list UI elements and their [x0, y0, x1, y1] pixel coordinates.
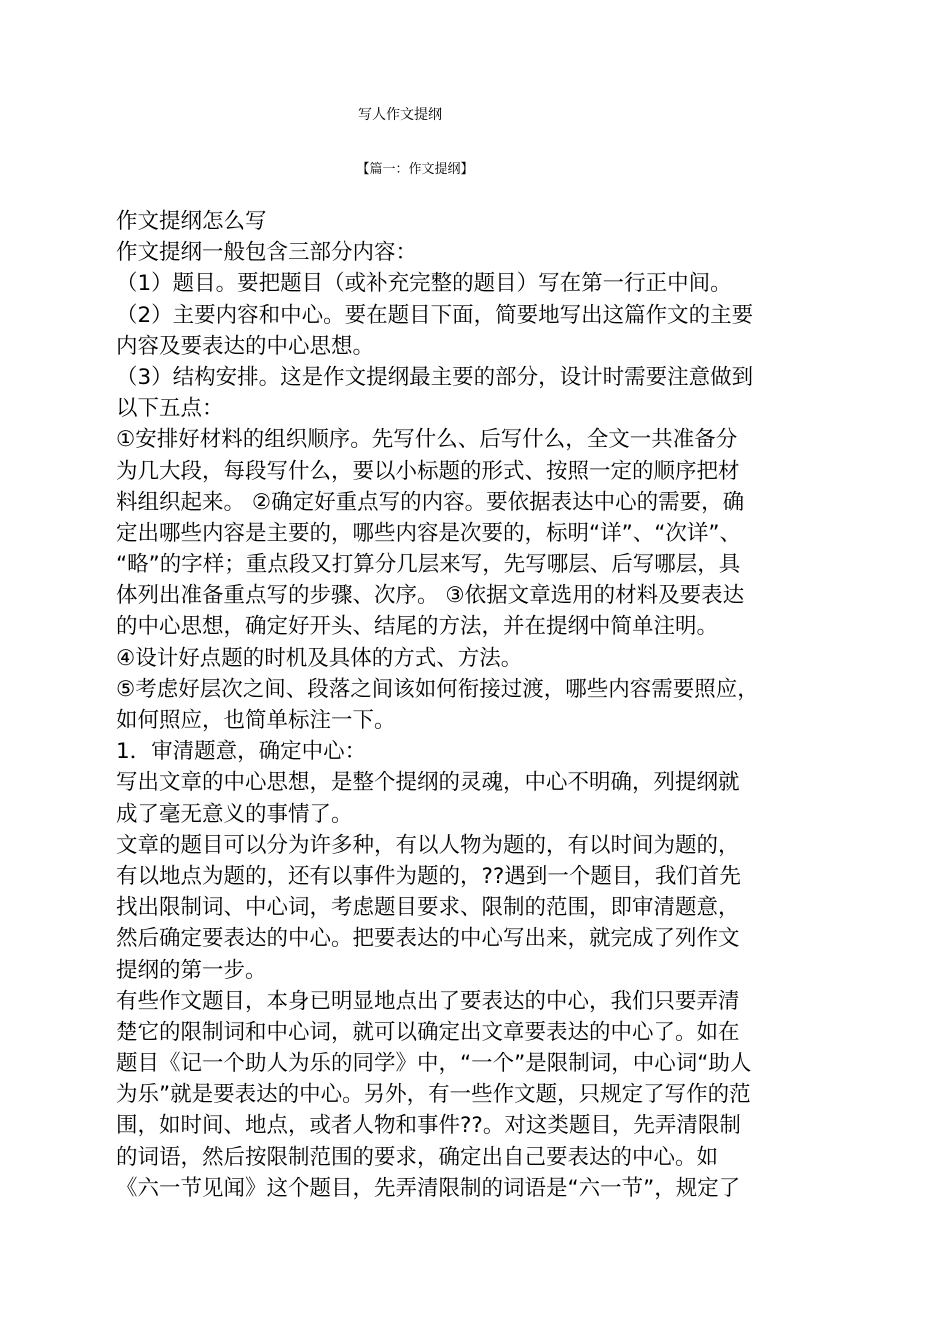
text-line: 以下五点： — [116, 396, 224, 422]
text-line: ⑤考虑好层次之间、段落之间该如何衔接过渡，哪些内容需要照应， — [116, 676, 759, 702]
text-line: 1．审清题意，确定中心： — [116, 739, 367, 765]
text-line: 内容及要表达的中心思想。 — [116, 333, 375, 359]
text-line: 作文提纲一般包含三部分内容： — [116, 240, 418, 266]
text-line: （2）主要内容和中心。要在题目下面，简要地写出这篇作文的主要 — [116, 302, 754, 328]
text-line: 为几大段，每段写什么，要以小标题的形式、按照一定的顺序把材 — [116, 458, 740, 484]
text-line: 的中心思想，确定好开头、结尾的方法，并在提纲中简单注明。 — [116, 614, 719, 640]
text-line: 文章的题目可以分为许多种，有以人物为题的，有以时间为题的， — [116, 832, 740, 858]
text-line: “略”的字样；重点段又打算分几层来写，先写哪层、后写哪层，具 — [116, 552, 741, 578]
text-line: 如何照应，也简单标注一下。 — [116, 708, 396, 733]
text-line: （3）结构安排。这是作文提纲最主要的部分，设计时需要注意做到 — [116, 364, 754, 390]
text-line: 定出哪些内容是主要的，哪些内容是次要的，标明“详”、“次详”、 — [116, 520, 742, 546]
text-line: 料组织起来。 ②确定好重点写的内容。要依据表达中心的需要，确 — [116, 489, 745, 515]
text-line: 作文提纲怎么写 — [116, 209, 267, 234]
text-line: ④设计好点题的时机及具体的方式、方法。 — [116, 645, 523, 671]
text-line: 为乐”就是要表达的中心。另外，有一些作文题，只规定了写作的范 — [116, 1082, 751, 1108]
text-line: 围，如时间、地点，或者人物和事件??。对这类题目，先弄清限制 — [116, 1113, 741, 1139]
text-line: 写出文章的中心思想，是整个提纲的灵魂，中心不明确，列提纲就 — [116, 770, 740, 796]
text-line: 题目《记一个助人为乐的同学》中，“一个”是限制词，中心词“助人 — [116, 1051, 752, 1077]
text-line: 体列出准备重点写的步骤、次序。 ③依据文章选用的材料及要表达 — [116, 583, 745, 609]
text-line: 的词语，然后按限制范围的要求，确定出自己要表达的中心。如 — [116, 1144, 719, 1170]
text-line: 有些作文题目，本身已明显地点出了要表达的中心，我们只要弄清 — [116, 988, 740, 1014]
document-title: 写人作文提纲 — [358, 107, 442, 123]
text-line: 提纲的第一步。 — [116, 957, 267, 983]
document-body — [116, 206, 836, 1204]
text-line: ①安排好材料的组织顺序。先写什么、后写什么，全文一共准备分 — [116, 427, 738, 453]
text-line: 楚它的限制词和中心词，就可以确定出文章要表达的中心了。如在 — [116, 1019, 740, 1045]
section-heading: 【篇一：作文提纲】 — [356, 162, 474, 177]
text-line: 成了毫无意义的事情了。 — [116, 801, 353, 827]
text-line: 然后确定要表达的中心。把要表达的中心写出来，就完成了列作文 — [116, 926, 740, 952]
text-line: 找出限制词、中心词，考虑题目要求、限制的范围，即审清题意， — [116, 895, 740, 921]
text-line: 《六一节见闻》这个题目，先弄清限制的词语是“六一节”，规定了 — [116, 1175, 741, 1201]
text-line: 有以地点为题的，还有以事件为题的，??遇到一个题目，我们首先 — [116, 863, 741, 889]
text-line: （1）题目。要把题目（或补充完整的题目）写在第一行正中间。 — [116, 271, 732, 297]
